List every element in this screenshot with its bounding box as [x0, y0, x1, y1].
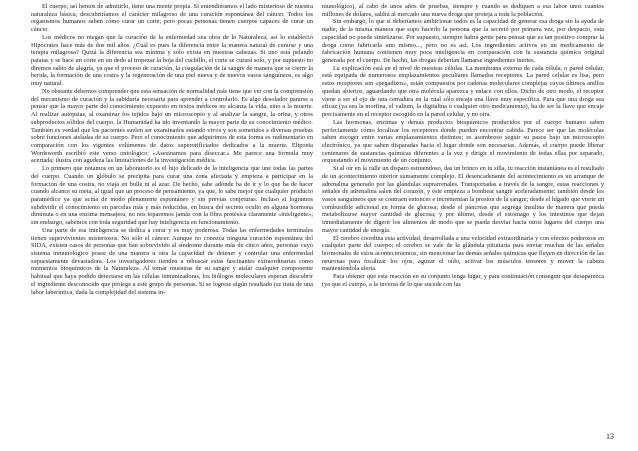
- paragraph: Una parte de esa inteligencia se dedica a curar y es muy poderosa. Todas las enfermedades terminales tienen supervivientes misteriosos. No sólo el cáncer. Aunque no conozca ninguna curación espontánea del SIDA, existen casos de personas que han sobrevivido al síndrome durante más de cinco años, personas cuyo sistema inmunológico posee de una manera u otra la capacidad de detener y controlar una enfermedad supuestamente devastadora. Los investigadores tienden a rebuscar estas fascinantes extraordinarias como momentos bioquímicos de la Naturaleza. Al tomar muestras de su sangre y aislar cualquier componente habitual que haya podido detectarse en las células inmunizadoras, los biólogos moleculares esperan descubrir el ingrediente desconocido que protege a este grupo de personas. Si se logrese algún resultado (se trata de una labor laberíntica, dada la complejidad del sistema in-: [31, 226, 313, 296]
- paragraph-continuation: munológico), al cabo de unos años de pruebas, siempre y cuando se dediquen a esa labor unos cuantos millones de dólares, saldrá al mercado una nueva droga que proteja a toda la población.: [322, 3, 604, 18]
- paragraph: Los médicos no niegan que la curación de la enfermedad sea obra de la Naturaleza; así lo estableció Hipócrates hace más de dos mil años. ¿Cuál es pues la diferencia entre la manera natural de curarse y una terapia milagrosa? Quizá la diferencia sea mínima y sólo exista en nuestras cabezas. Si uno está pelando patatas y se hace un corte en un dedo al tropezar la hoja del cuchillo, el corte se curará solo, y por supuesto no diremos sabio de alegría, ya que el proceso de curación, la coagulación de la sangre de manera que se cierre la herida, la formación de una costra y la regeneración de una piel nueva y de nuevos vasos sanguíneos, es algo muy natural.: [31, 33, 313, 88]
- paragraph: No obstante debemos comprender que esta sensación de normalidad más tiene que ver con la comprensión del mecanismo de curación y la sabiduría necesaria para aprender a controlarlo. Es algo desolador pararse a pensar que la mayor parte del conocimiento expuesto en textos médicos no alcanza la vida, sino a la muerte. Al realizar autopsias, al examinar los tejidos bajo un microscopio y al analizar la sangre, la orina, y otros subproductos sólidos del cuerpo, la Humanidad ha ido inventando la mayor parte de su conocimiento médico. También es verdad que los pacientes suelen ser examinados estando vivos y son sometidos a diversas pruebas sobre funciones aisladas de su cuerpo. Pero el conocimiento que adquirimos de esta forma es rudimentario en comparación con los vigentes volúmenes de datos superorificiados dedicados a la muerte. Elipoeta Wordsworth escribió este verso ontológico: «Asesinamos para diseccar.» Me parece una fórmula muy acertada; ilustra con agudeza las limitaciones de la investigación médica.: [31, 87, 313, 165]
- paragraph: Sin embargo, lo que sí deberíamos ambicionar todos es la capacidad de generar esa droga sin la ayuda de nadie, de la misma manera que supo hacerlo la persona que la secretó por primera vez, por despacio, esta capacidad no puede sintetizarse. Por supuesto, siempre habrá gente para pensar que es tan positivo comprar la droga como fabricarla uno mismo..., pero no es así. Los ingredientes activos en un medicamento de fabricación humana contienen muy poca inteligencia en comparación con la sustancia química original generada por el cuerpo. De hecho, las drogas deberían llamarse ingredientes inertes.: [322, 18, 604, 65]
- paragraph: Las hormonas, enzimas y demás productos bioquímicos producidos por el cuerpo humano saben perfectamente cómo localizar los receptores donde pueden encontrar cabida. Parece ser que las moléculas saben escoger entre varias emplazamientos distintos; es asombroso seguir su pasos bajo un microscopio electrónico, ya que saben disparadas hacia el lugar donde son necesarias. Además, el cuerpo puede liberar centenares de sustancias químicas diferentes a la vez y dirigir el movimiento de todas ellas por separado, orquestando el movimiento de un conjunto.: [322, 118, 604, 165]
- paragraph: Si al oír en la calle un disparo estruendoso, das un brinco en tu silla, tu reacción instantánea es el resultado de un acontecimiento interior sumamente complejo. El desencadenante del acontecimiento es un arranque de adrenalina generado por las glándulas suprarrenales. Transportadas a través de la sangre, estas reacciones y señales de adrenalina salen del corazón, y éste empieza a bombear sangre aceleradamente; también desde los vasos sanguíneos que se contraen entonces e incrementan la presión de la sangre; desde el hígado que vierte un combustible adicional en forma de glucosa; desde el páncreas que segrega insulina de manera que pueda metabolizarse mayor cantidad de glucosa; y por último, desde el estómago y los intestinos que dejan inmediatamente de digerir los alimentos de modo que se pueda desviar hacia otros lugares del cuerpo una mayor cantidad de energía.: [322, 165, 604, 234]
- right-text-column: [322, 3, 604, 447]
- page-number: 13: [606, 432, 614, 441]
- paragraph: El cuerpo, así hemos de admitirlo, tiene una mente propia. Si entendiéramos el lado misterioso de nuestra naturaleza básica, descubriríamos el carácter milagroso de una curación espontánea del cáncer. Todos los organismos humanos saben cómo curar un corte, pero pocas personas tienen cuerpos capaces de curar un cáncer.: [31, 3, 313, 34]
- left-text-column: [31, 3, 313, 447]
- paragraph: Para obtener que esta reacción en su conjunto tenga lugar, y para continuación conseguir que desaparezca (ya que el cuerpo, a la inversa de lo que sucede con las: [322, 273, 604, 288]
- paragraph: Lo primero que notamos en un laboratorio es el hijo delicado de la inteligencia que une todas las partes del cuerpo. Cuando un glóbulo se precipita para curar una zona afectada y empieza a participar en la formación de una costra, no viaja en bulle ni al azar. De hecho, sabe adónde ha de ir y lo que ha de hacer cuando alcance su meta, al igual que un proceso de pensamiento, ya que, lo sabe mejor que cualquier producto paramédico ya que actúa de modo plenamente espontáneo y sin previas conjeturas. Incluso si logramos subdividir el conocimiento en parcelas más y más reducidas, en busca del secreto oculto en alguna hormona diminuta o en una enzima mensajera, no nos toparemos jamás con la fibra protésica claramente «inteligente»; sin embargo, sabemos con toda seguridad que hay inteligencia en funcionamiento.: [31, 165, 313, 227]
- paragraph: La explicación está en el nivel de nuestras células. La membrana externa de cada célula, o pared celular, está equipada de numerosos emplazamientos peculiares llamados receptores. La pared celular es lisa, pero estos receptores son «pegadizos», están compuestos por cadenas moleculares complejas cuyos últimos anillos quedan abiertos, aguardando que otra molécula aparezca y enlace con ellos. Dicho de otro modo, el receptor viene a ser el ojo de una cerradura en la cual sólo encaja una llave muy específica. Para que una droga sea eficaz (ya sea la morfina, el valium, la digitalina o cualquier otro medicamento), ha de ser la llave que encaje precisamente en el receptor escogido en la pared celular, y no otra.: [322, 64, 604, 119]
- paragraph: El cerebro coordina esta actividad, desarrollada a una velocidad extraordinaria y con efectos poderosos en cualquier parte del cuerpo; el cerebro se vale de la glándula pituitaria para enviar muchas de las señales hormonales de estos acontecimientos, sin mencionar las demás señales químicas que fluyen en dirección de las neuronas para focalizar los ojos, aguzar el oído, activar los músculos tensores y mover la cabeza manteniéndola alerta.: [322, 234, 604, 273]
